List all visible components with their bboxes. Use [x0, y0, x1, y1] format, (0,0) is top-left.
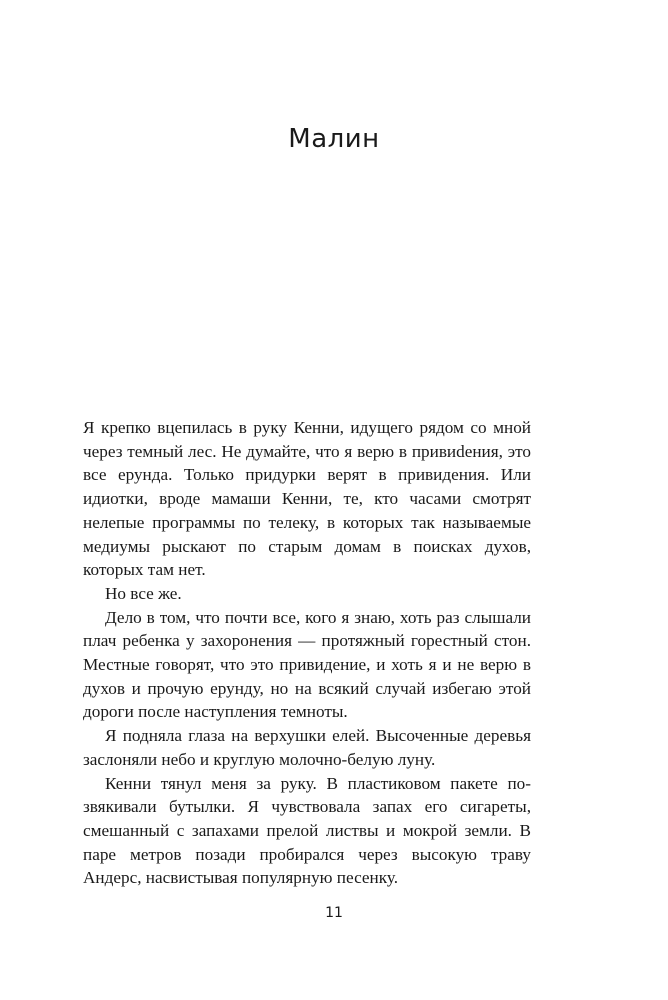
paragraph: Кенни тянул меня за руку. В пластиковом пакете позвякивали бутылки. Я чувствовала запах его сигареты, смешанный с запахами прелой листвы и мокрой земли. В паре метров позади пробирался через высокую траву Андерс, насвистывая популярную песенку.: [83, 773, 531, 888]
paragraph: Я подняла глаза на верхушки елей. Высоченные деревья заслоняли небо и круглую молочно-белую луну.: [83, 726, 531, 769]
page-number: 11: [325, 905, 343, 921]
paragraph: Но все же.: [105, 583, 182, 603]
paragraph: Я крепко вцепилась в руку Кенни, идущего рядом со мной через темный лес. Не думайте, что я верю в привиdения, это все ерунда. Только придурки верят в привидения. Или идиотки, вроде мамаши Кенни, те, кто часами смотрят нелепые программы по телеку, в которых так называемые медиумы рыскают по старым домам в поисках духов, которых там нет.: [83, 418, 531, 580]
body-text: [83, 416, 531, 890]
paragraph: Дело в том, что почти все, кого я знаю, хоть раз слышали плач ребенка у захоронения — протяжный горестный стон. Местные говорят, что это привидение, и хоть я и не верю в духов и прочую ерунду, но на всякий случай избегаю этой дороги после наступления темноты.: [83, 607, 531, 722]
chapter-title: Малин: [288, 124, 380, 154]
